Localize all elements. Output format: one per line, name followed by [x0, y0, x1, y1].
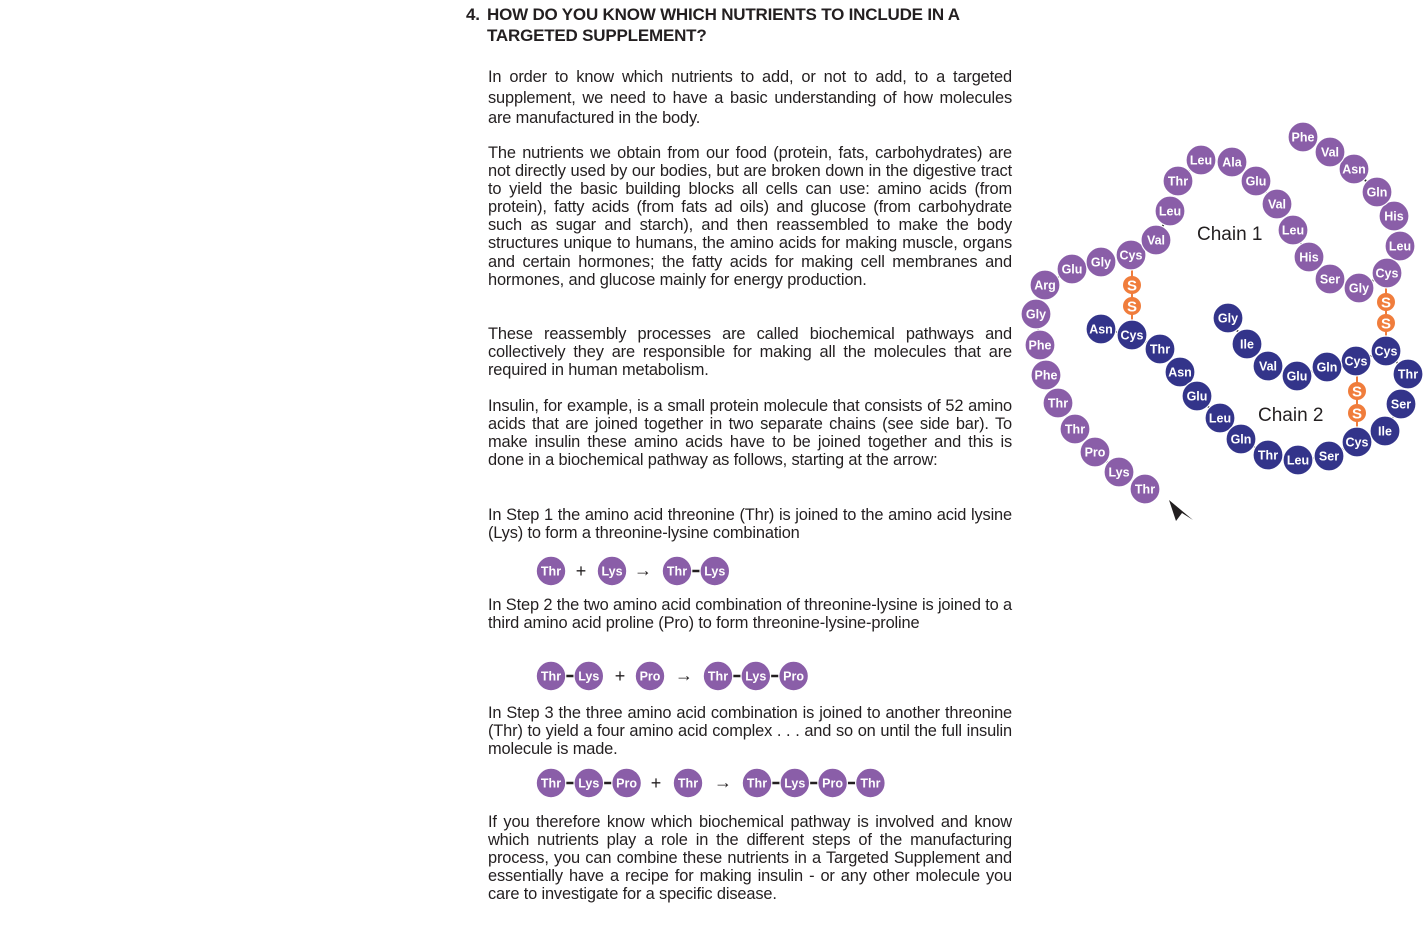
amino-acid-label: Pro [783, 669, 805, 684]
amino-acid-bead [1141, 225, 1171, 255]
yields-arrow: → [714, 772, 732, 792]
amino-acid-bead [700, 556, 730, 586]
amino-acid-bead [1060, 414, 1090, 444]
step-equations [536, 556, 885, 798]
amino-acid-bead [1362, 177, 1392, 207]
amino-acid-label: Thr [707, 669, 729, 684]
amino-acid-bead [536, 661, 566, 691]
sulfur-label: S [1351, 405, 1363, 423]
amino-acid-label: Thr [1134, 482, 1156, 497]
amino-acid-label: Gly [1090, 255, 1112, 270]
amino-acid-label: Cys [1345, 435, 1369, 450]
amino-acid-label: Cys [1374, 344, 1398, 359]
sulfur-label: S [1126, 277, 1138, 295]
amino-acid-label: Lys [704, 564, 726, 579]
step-2-equation [536, 661, 808, 691]
amino-acid-bead [1145, 334, 1175, 364]
amino-acid-bead [612, 768, 642, 798]
amino-acid-label: Gly [1348, 281, 1370, 296]
amino-acid-label: Phe [1291, 130, 1315, 145]
amino-acid-bead [1344, 273, 1374, 303]
amino-acid-bead [1057, 254, 1087, 284]
amino-acid-label: Gln [1316, 360, 1338, 375]
amino-acid-label: Phe [1028, 338, 1052, 353]
step-1-equation [536, 556, 729, 586]
disulfide-bridge [1348, 371, 1366, 433]
amino-acid-label: Lys [745, 669, 767, 684]
amino-acid-bead [536, 768, 566, 798]
amino-acid-bead [1370, 416, 1400, 446]
amino-acid-bead [1086, 247, 1116, 277]
amino-acid-bead [1213, 303, 1243, 333]
amino-acid-bead [1315, 137, 1345, 167]
amino-acid-label: Arg [1034, 278, 1056, 293]
amino-acid-label: Asn [1168, 365, 1192, 380]
amino-acid-bead [1031, 360, 1061, 390]
paragraph-step-2: In Step 2 the two amino acid combination of threonine-lysine is joined to a third amino acid proline (Pro) to form threonine-lysine-proline [488, 596, 1012, 633]
amino-acid-bead [574, 661, 604, 691]
amino-acid-label: Thr [540, 669, 562, 684]
plus-operator: + [650, 773, 662, 793]
amino-acid-bead [635, 661, 665, 691]
section-number: 4. [466, 5, 480, 24]
amino-acid-bead [1372, 258, 1402, 288]
paragraph-insulin: Insulin, for example, is a small protein molecule that consists of 52 amino acids that are joined together in two separate chains (see side bar). To make insulin these amino acids have to be joined together and this is done in a biochemical pathway as follows, starting at the arrow: [488, 397, 1012, 470]
amino-acid-label: Leu [1208, 411, 1232, 426]
insulin-chain-diagram [1021, 122, 1423, 521]
amino-acid-label: Ser [1390, 397, 1412, 412]
amino-acid-label: Pro [616, 776, 638, 791]
amino-acid-label: Thr [1257, 448, 1279, 463]
amino-acid-label: Phe [1034, 368, 1058, 383]
amino-acid-label: Leu [1286, 453, 1310, 468]
amino-acid-label: Thr [540, 776, 562, 791]
amino-acid-label: Gln [1230, 432, 1252, 447]
amino-acid-label: Lys [784, 776, 806, 791]
amino-acid-label: Lys [601, 564, 623, 579]
amino-acid-bead [1386, 389, 1416, 419]
amino-acid-label: Thr [746, 776, 768, 791]
amino-acid-bead [1086, 314, 1116, 344]
amino-acid-label: Gly [1217, 311, 1239, 326]
chain-2-label: Chain 2 [1258, 405, 1324, 426]
paragraph-conclusion: If you therefore know which biochemical pathway is involved and know which nutrients play a role in the different steps of the manufacturing process, you can combine these nutrients in a Targeted Supplement and essentially have a recipe for making insulin - or any other molecule you care to investigate for a specific disease. [488, 813, 1012, 904]
amino-acid-label: Val [1267, 197, 1287, 212]
amino-acid-bead [1163, 166, 1193, 196]
amino-acid-bead [1314, 441, 1344, 471]
amino-acid-bead [574, 768, 604, 798]
amino-acid-bead [1288, 122, 1318, 152]
amino-acid-bead [1182, 381, 1212, 411]
amino-acid-label: Cys [1375, 266, 1399, 281]
amino-acid-label: Thr [1397, 367, 1419, 382]
amino-acid-bead [1312, 352, 1342, 382]
amino-acid-label: Cys [1120, 328, 1144, 343]
amino-acid-label: Leu [1189, 153, 1213, 168]
amino-acid-bead [742, 768, 772, 798]
amino-acid-label: Leu [1388, 239, 1412, 254]
amino-acid-bead [1241, 166, 1271, 196]
sulfur-label: S [1380, 294, 1392, 312]
amino-acid-bead [818, 768, 848, 798]
amino-acid-bead [1117, 320, 1147, 350]
amino-acid-label: Pro [822, 776, 844, 791]
amino-acid-bead [1030, 270, 1060, 300]
amino-acid-label: Val [1320, 145, 1340, 160]
amino-acid-label: Thr [1149, 342, 1171, 357]
amino-acid-label: Ser [1319, 272, 1341, 287]
chain-1-label: Chain 1 [1197, 224, 1263, 245]
amino-acid-bead [1385, 231, 1415, 261]
amino-acid-label: Val [1146, 233, 1166, 248]
amino-acid-label: Glu [1186, 389, 1208, 404]
amino-acid-bead [1043, 388, 1073, 418]
amino-acid-label: Ser [1318, 449, 1340, 464]
amino-acid-bead [1341, 346, 1371, 376]
amino-acid-label: His [1384, 209, 1404, 224]
amino-acid-bead [1262, 189, 1292, 219]
amino-acid-label: Thr [666, 564, 688, 579]
amino-acid-label: Ile [1240, 337, 1254, 352]
amino-acid-label: Leu [1158, 204, 1182, 219]
amino-acid-bead [1130, 474, 1160, 504]
amino-acid-label: His [1299, 250, 1319, 265]
amino-acid-label: Cys [1344, 354, 1368, 369]
amino-acid-label: Thr [1047, 396, 1069, 411]
amino-acid-label: Thr [1064, 422, 1086, 437]
amino-acid-bead [856, 768, 886, 798]
amino-acid-bead [1393, 359, 1423, 389]
paragraph-intro: In order to know which nutrients to add, or not to add, to a targeted supplement, we need to have a basic understanding of how molecules are manufactured in the body. [488, 68, 1012, 127]
amino-acid-label: Cys [1119, 248, 1143, 263]
amino-acid-bead [662, 556, 692, 586]
amino-acid-bead [780, 768, 810, 798]
amino-acid-bead [1283, 445, 1313, 475]
paragraph-pathways: These reassembly processes are called biochemical pathways and collectively they are responsible for making all the molecules that are required in human metabolism. [488, 325, 1012, 380]
amino-acid-bead [1282, 361, 1312, 391]
amino-acid-label: Lys [1108, 465, 1130, 480]
paragraph-nutrients: The nutrients we obtain from our food (protein, fats, carbohydrates) are not directly used by our bodies, but are broken down in the digestive tract to yield the basic building blocks all cells can use: amino acids (from protein), fatty acids (from fats ad oils) and glucose (from carbohydrate such as sugar and starch), and then reassembled to make the body structures unique to humans, the amino acids for making muscle, organs and certain hormones; the fatty acids for making cell membranes and hormones, and glucose mainly for energy production. [488, 144, 1012, 289]
amino-acid-label: Val [1258, 359, 1278, 374]
amino-acid-bead [1080, 437, 1110, 467]
amino-acid-bead [1342, 427, 1372, 457]
amino-acid-bead [1155, 196, 1185, 226]
amino-acid-bead [703, 661, 733, 691]
paragraph-step-3: In Step 3 the three amino acid combination is joined to another threonine (Thr) to yield a four amino acid complex . . . and so on until the full insulin molecule is made. [488, 704, 1012, 759]
amino-acid-bead [1217, 147, 1247, 177]
amino-acid-bead [673, 768, 703, 798]
amino-acid-bead [1226, 424, 1256, 454]
step-3-equation [536, 768, 885, 798]
amino-acid-bead [1232, 329, 1262, 359]
amino-acid-bead [536, 556, 566, 586]
amino-acid-label: Lys [578, 776, 600, 791]
amino-acid-label: Leu [1281, 223, 1305, 238]
amino-acid-bead [1278, 215, 1308, 245]
amino-acid-label: Glu [1061, 262, 1083, 277]
amino-acid-label: Thr [860, 776, 881, 791]
amino-acid-label: Thr [677, 776, 699, 791]
amino-acid-bead [779, 661, 809, 691]
plus-operator: + [614, 666, 626, 686]
amino-acid-label: Pro [1084, 445, 1106, 460]
disulfide-bridge [1377, 282, 1395, 343]
amino-acid-bead [597, 556, 627, 586]
plus-operator: + [575, 561, 587, 581]
amino-acid-label: Thr [540, 564, 562, 579]
amino-acid-bead [1025, 330, 1055, 360]
amino-acid-bead [1021, 299, 1051, 329]
amino-acid-bead [1186, 145, 1216, 175]
amino-acid-label: Thr [1167, 174, 1189, 189]
sulfur-label: S [1351, 383, 1363, 401]
amino-acid-label: Glu [1286, 369, 1308, 384]
amino-acid-bead [741, 661, 771, 691]
amino-acid-label: Ile [1378, 424, 1392, 439]
yields-arrow: → [675, 665, 693, 685]
disulfide-bridge [1123, 265, 1141, 326]
amino-acid-bead [1253, 440, 1283, 470]
section-title: HOW DO YOU KNOW WHICH NUTRIENTS TO INCLUDE IN A TARGETED SUPPLEMENT? [487, 5, 960, 45]
amino-acid-label: Gly [1025, 307, 1047, 322]
amino-acid-bead [1315, 264, 1345, 294]
amino-acid-label: Lys [578, 669, 600, 684]
amino-acid-label: Ala [1222, 155, 1242, 170]
amino-acid-label: Glu [1245, 174, 1267, 189]
amino-acid-label: Asn [1089, 322, 1113, 337]
paragraph-step-1: In Step 1 the amino acid threonine (Thr) is joined to the amino acid lysine (Lys) to form a threonine-lysine combination [488, 506, 1012, 543]
amino-acid-bead [1371, 336, 1401, 366]
start-arrow-icon [1169, 500, 1193, 521]
amino-acid-bead [1104, 457, 1134, 487]
amino-acid-label: Gln [1366, 185, 1388, 200]
amino-acid-label: Pro [639, 669, 661, 684]
amino-acid-label: Asn [1342, 162, 1366, 177]
sulfur-label: S [1380, 315, 1392, 333]
sulfur-label: S [1126, 298, 1138, 316]
yields-arrow: → [634, 560, 652, 580]
